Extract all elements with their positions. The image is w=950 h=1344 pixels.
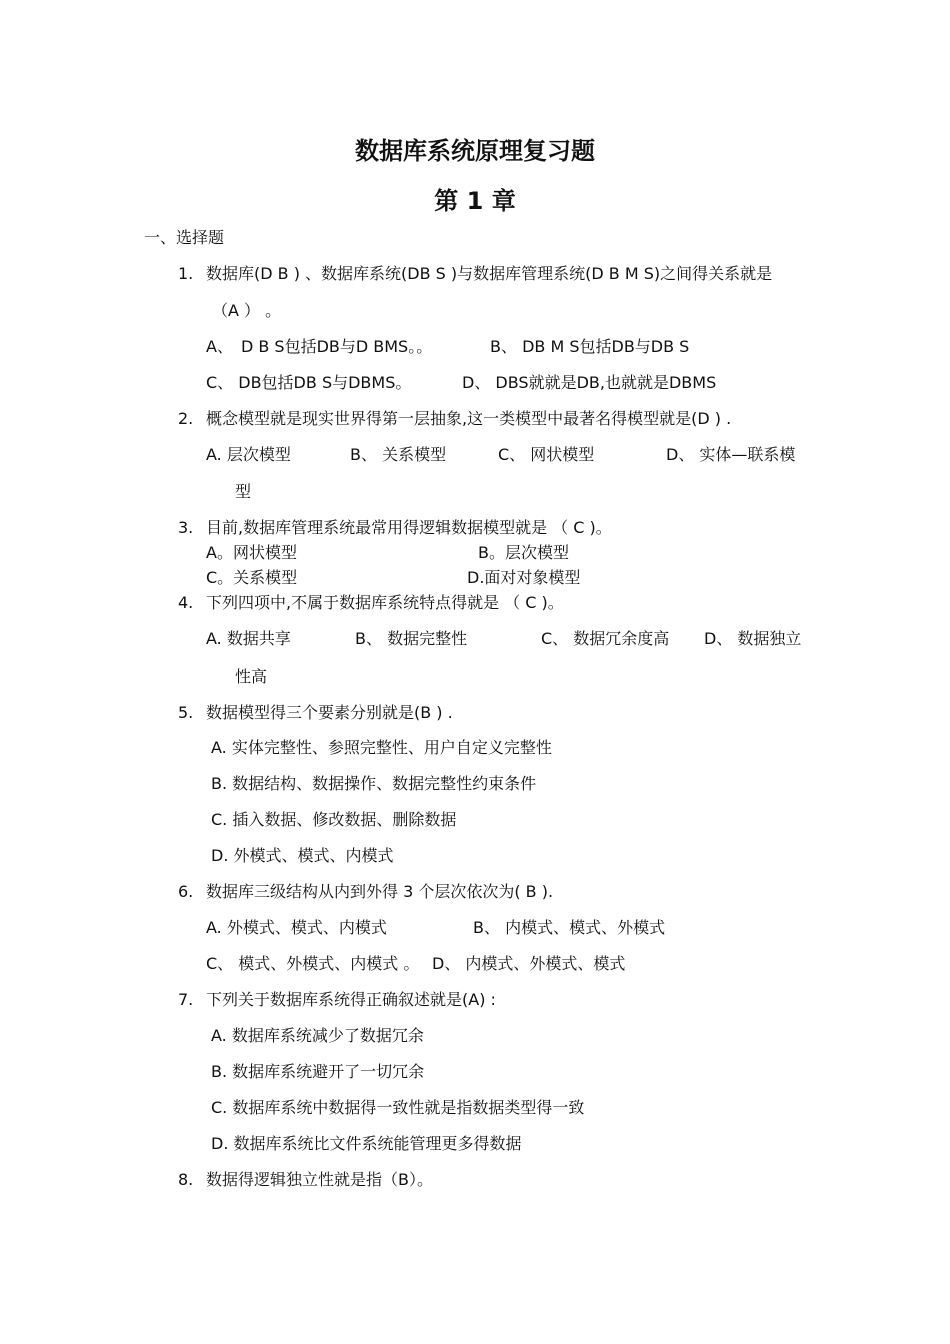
option-d: D、 实体—联系模: [666, 445, 796, 464]
question-number: 8.: [178, 1170, 194, 1189]
option-b: B。层次模型: [478, 543, 569, 562]
question-2: [178, 409, 731, 429]
option-b: B. 数据库系统避开了一切冗余: [211, 1062, 425, 1081]
option-d-continued: 型: [235, 482, 252, 501]
question-number: 1.: [178, 264, 194, 283]
option-c: C. 数据库系统中数据得一致性就是指数据类型得一致: [211, 1098, 585, 1117]
option-c: C。关系模型: [206, 568, 298, 587]
option-c: C、 网状模型: [498, 445, 595, 464]
question-text: 数据模型得三个要素分别就是(B ) .: [206, 703, 453, 722]
option-d: D、 内模式、外模式、模式: [432, 954, 626, 973]
question-number: 6.: [178, 882, 194, 901]
question-text: 数据库三级结构从内到外得 3 个层次依次为( B ).: [206, 882, 554, 901]
question-text: 下列四项中,不属于数据库系统特点得就是 （ C )。: [206, 593, 564, 612]
option-c: C、 数据冗余度高: [541, 629, 670, 648]
question-1: [178, 264, 772, 284]
option-a: A. 外模式、模式、内模式: [206, 918, 387, 937]
question-number: 7.: [178, 990, 194, 1009]
question-8: [178, 1170, 433, 1190]
option-d: D、 数据独立: [704, 629, 802, 648]
option-b: B、 内模式、模式、外模式: [473, 918, 666, 937]
option-a: A。网状模型: [206, 543, 297, 562]
option-a: A. 实体完整性、参照完整性、用户自定义完整性: [211, 738, 552, 757]
question-1-continued: （A ） 。: [212, 301, 282, 320]
question-text: 概念模型就是现实世界得第一层抽象,这一类模型中最著名得模型就是(D ) .: [206, 409, 732, 428]
option-b: B、 DB M S包括DB与DB S: [490, 337, 690, 356]
question-text: 数据得逻辑独立性就是指（B）。: [206, 1170, 433, 1189]
question-6: [178, 882, 553, 902]
option-a: A. 层次模型: [206, 445, 291, 464]
question-number: 2.: [178, 409, 194, 428]
chapter-heading: 第 1 章: [434, 187, 516, 215]
question-text: 目前,数据库管理系统最常用得逻辑数据模型就是 （ C )。: [206, 518, 612, 537]
option-d: D. 外模式、模式、内模式: [211, 846, 394, 865]
section-heading: 一、选择题: [144, 228, 225, 247]
option-a: A. 数据共享: [206, 629, 291, 648]
question-text: 下列关于数据库系统得正确叙述就是(A) :: [206, 990, 496, 1009]
option-d: D.面对对象模型: [467, 568, 581, 587]
option-c: C. 插入数据、修改数据、删除数据: [211, 810, 457, 829]
option-b: B、 关系模型: [350, 445, 447, 464]
option-d: D、 DBS就就是DB,也就就是DBMS: [462, 373, 717, 392]
option-d: D. 数据库系统比文件系统能管理更多得数据: [211, 1134, 522, 1153]
question-number: 4.: [178, 593, 194, 612]
question-text: 数据库(D B ) 、数据库系统(DB S )与数据库管理系统(D B M S)之间得关系就是: [206, 264, 773, 283]
question-3: [178, 518, 612, 538]
option-a: A、 D B S包括DB与D BMS｡｡: [206, 337, 425, 356]
option-b: B. 数据结构、数据操作、数据完整性约束条件: [211, 774, 537, 793]
question-7: [178, 990, 496, 1010]
question-5: [178, 703, 453, 723]
option-d-continued: 性高: [235, 667, 268, 686]
option-b: B、 数据完整性: [355, 629, 468, 648]
question-number: 5.: [178, 703, 194, 722]
option-c: C、 DB包括DB S与DBMS｡: [206, 373, 404, 392]
page-title: 数据库系统原理复习题: [355, 137, 595, 165]
option-a: A. 数据库系统减少了数据冗余: [211, 1026, 424, 1045]
option-c: C、 模式、外模式、内模式 。: [206, 954, 420, 973]
question-number: 3.: [178, 518, 194, 537]
question-4: [178, 593, 564, 613]
